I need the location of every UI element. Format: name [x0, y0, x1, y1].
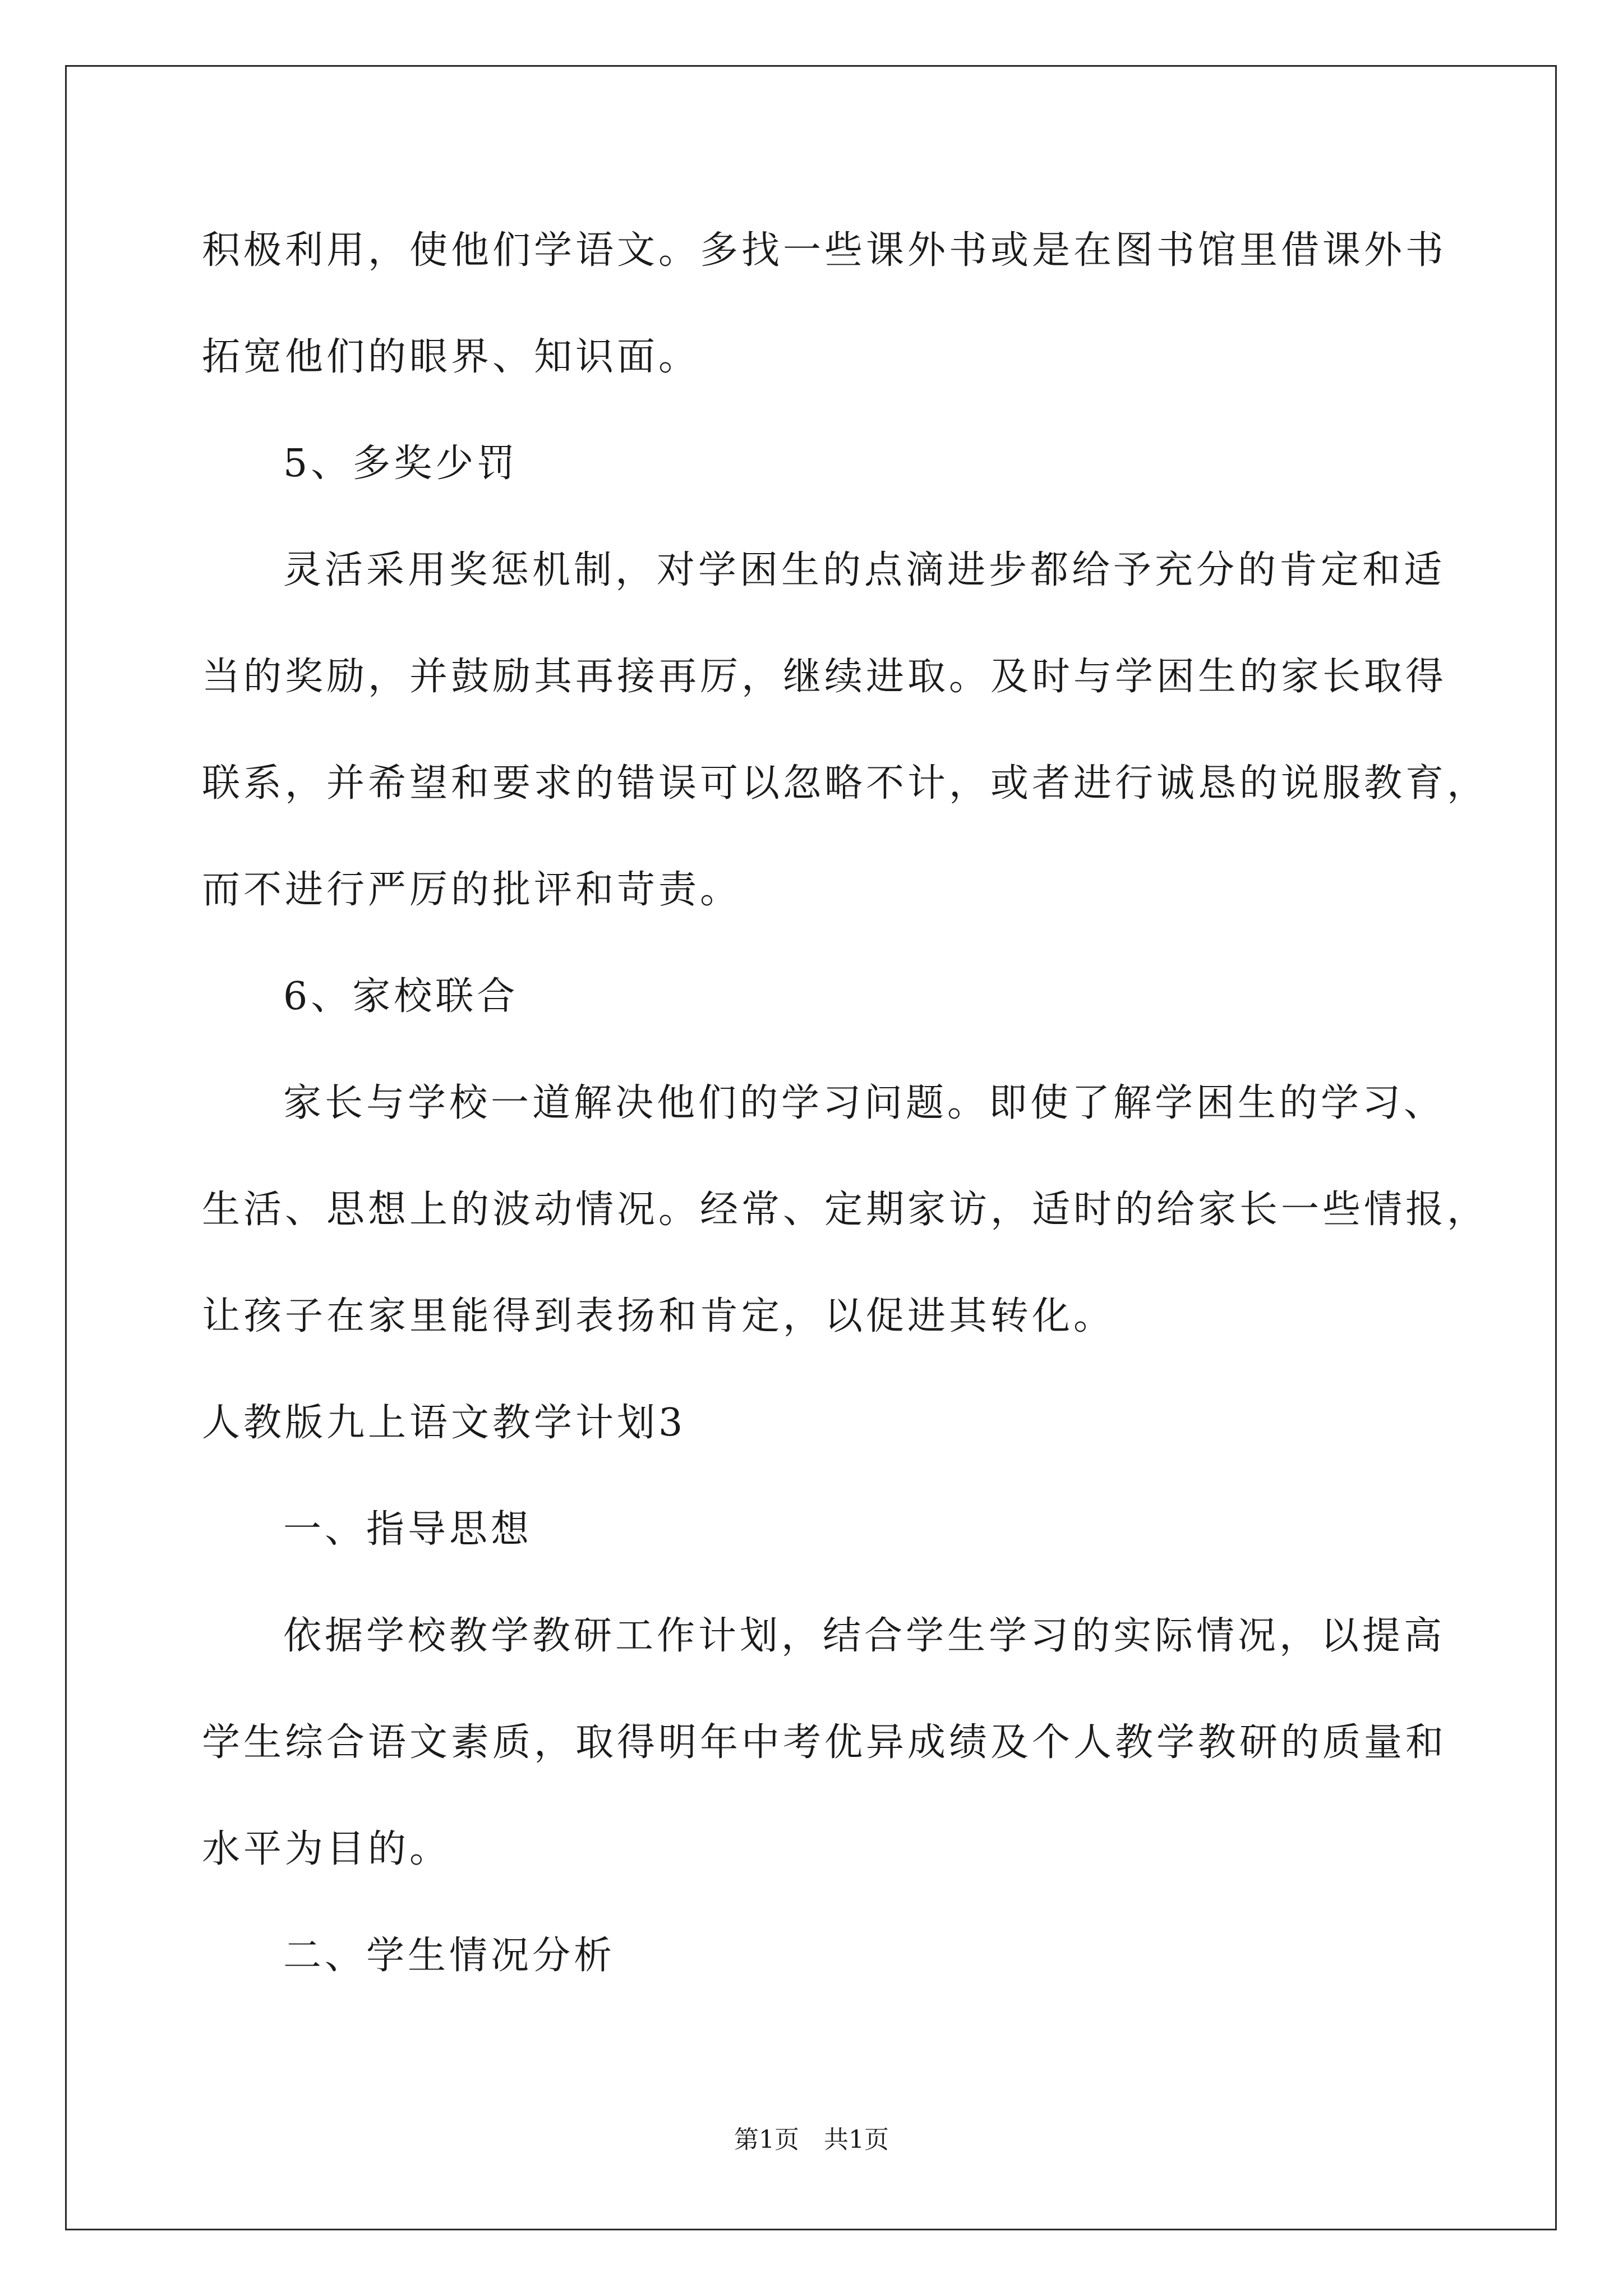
- paragraph-line: 积极利用，使他们学语文。多找一些课外书或是在图书馆里借课外书: [202, 228, 1447, 273]
- page-footer: 第1页 共1页: [734, 2125, 889, 2154]
- paragraph-line: 当的奖励，并鼓励其再接再厉，继续进取。及时与学困生的家长取得: [202, 655, 1447, 699]
- paragraph-line: 家长与学校一道解决他们的学习问题。即使了解学困生的学习、: [283, 1081, 1446, 1125]
- section-heading: 一、指导思想: [283, 1507, 533, 1552]
- paragraph-line: 让孩子在家里能得到表扬和肯定，以促进其转化。: [202, 1294, 1115, 1338]
- paragraph-line: 灵活采用奖惩机制，对学困生的点滴进步都给予充分的肯定和适: [283, 548, 1446, 592]
- paragraph-line: 联系，并希望和要求的错误可以忽略不计，或者进行诚恳的说服教育，: [202, 761, 1489, 806]
- paragraph-line: 生活、思想上的波动情况。经常、定期家访，适时的给家长一些情报，: [202, 1188, 1489, 1232]
- section-heading: 6、家校联合: [283, 974, 519, 1019]
- paragraph-line: 而不进行严厉的批评和苛责。: [202, 868, 742, 912]
- paragraph-line: 拓宽他们的眼界、知识面。: [202, 335, 700, 379]
- page-border: [65, 65, 1557, 2230]
- paragraph-line: 学生综合语文素质，取得明年中考优异成绩及个人教学教研的质量和: [202, 1720, 1447, 1765]
- document-title: 人教版九上语文教学计划3: [202, 1401, 686, 1445]
- section-heading: 二、学生情况分析: [283, 1934, 616, 1978]
- paragraph-line: 水平为目的。: [202, 1827, 451, 1871]
- section-heading: 5、多奖少罚: [283, 441, 519, 486]
- paragraph-line: 依据学校教学教研工作计划，结合学生学习的实际情况，以提高: [283, 1614, 1446, 1658]
